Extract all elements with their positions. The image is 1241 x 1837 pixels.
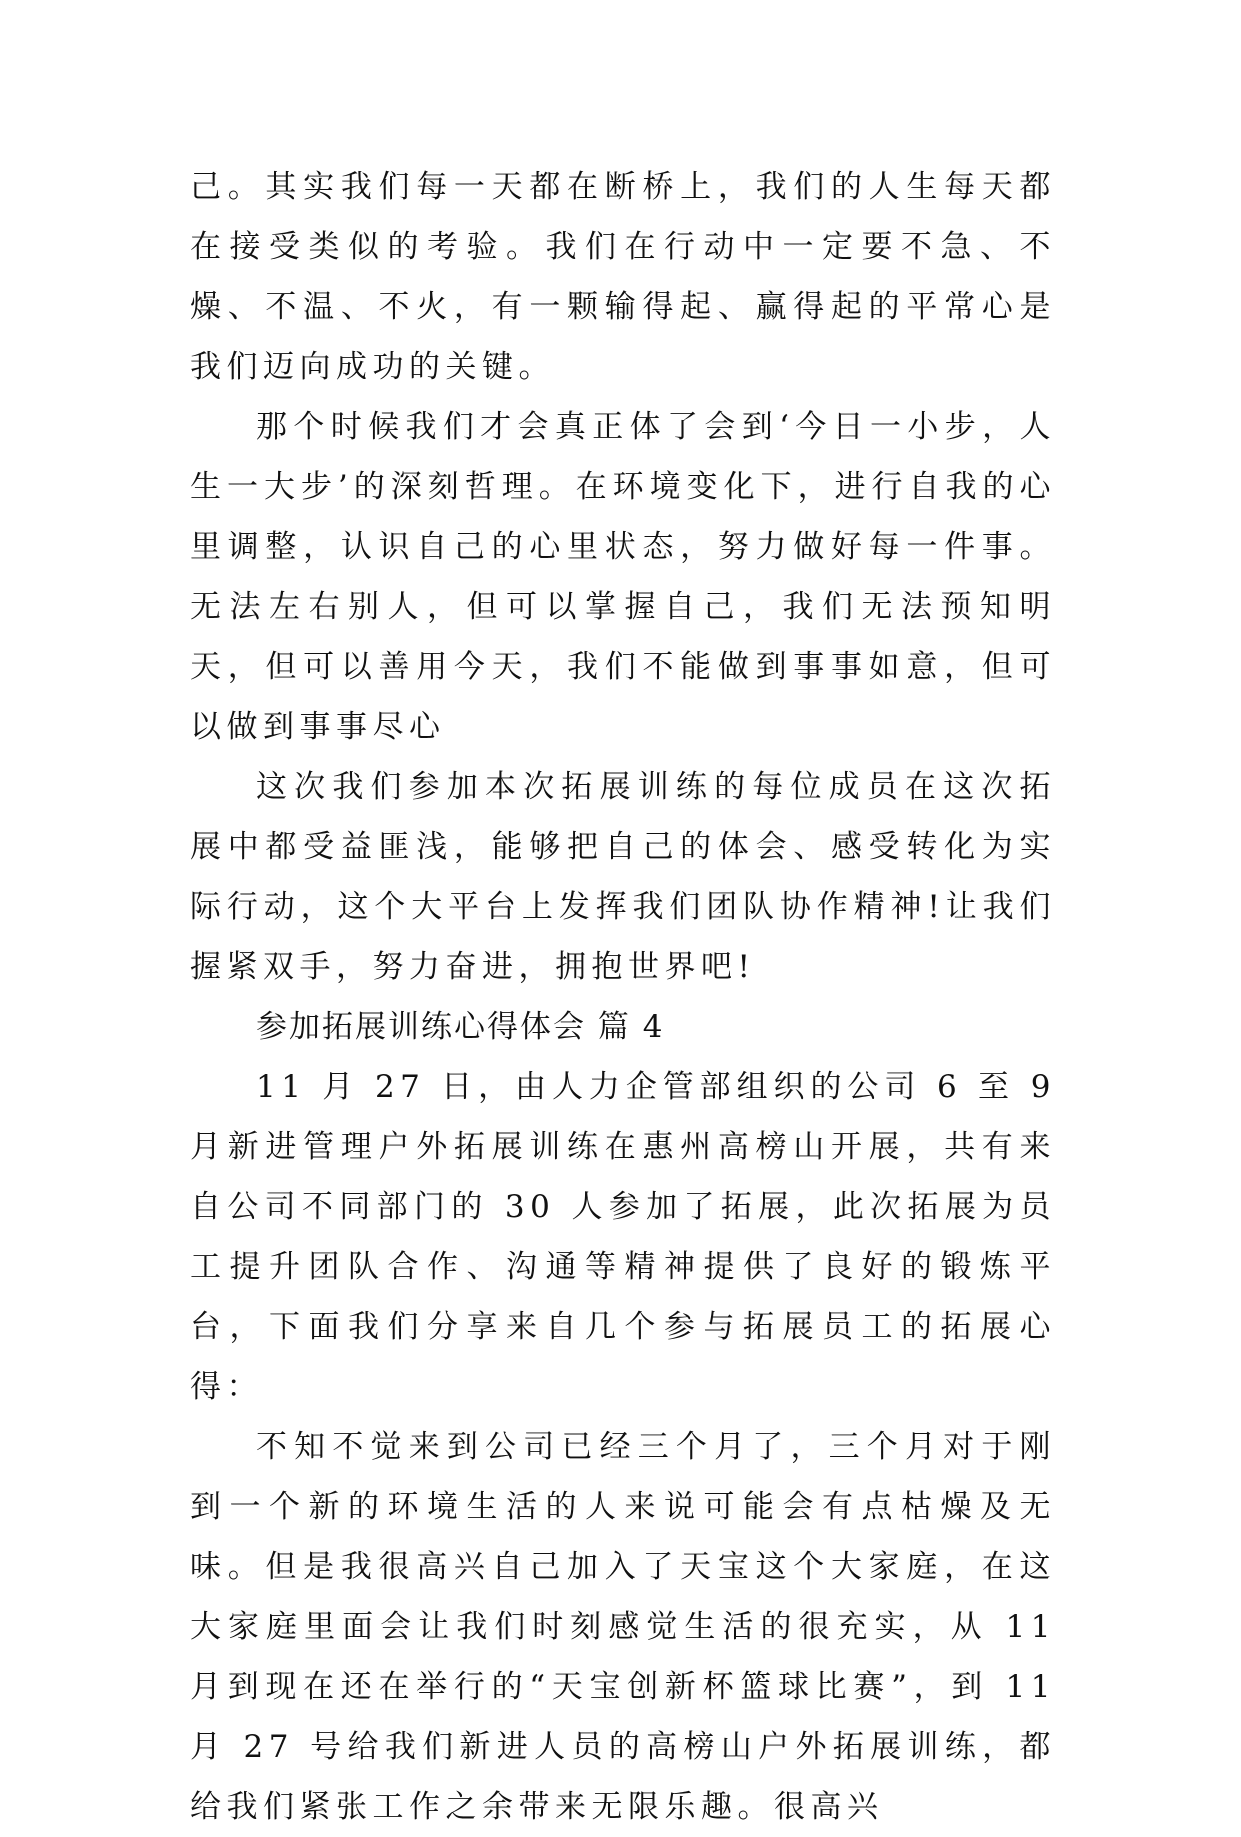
document-body xyxy=(190,157,1056,1837)
paragraph: 这次我们参加本次拓展训练的每位成员在这次拓展中都受益匪浅，能够把自己的体会、感受转化为实际行动，这个大平台上发挥我们团队协作精神!让我们握紧双手，努力奋进，拥抱世界吧! xyxy=(190,769,1056,985)
paragraph-continuation: 己。其实我们每一天都在断桥上，我们的人生每天都在接受类似的考验。我们在行动中一定要不急、不燥、不温、不火，有一颗输得起、赢得起的平常心是我们迈向成功的关键。 xyxy=(190,169,1056,385)
section-heading: 参加拓展训练心得体会 篇 4 xyxy=(256,1009,665,1045)
paragraph: 那个时候我们才会真正体了会到‘今日一小步，人生一大步’的深刻哲理。在环境变化下，进行自我的心里调整，认识自己的心里状态，努力做好每一件事。无法左右别人，但可以掌握自己，我们无法预知明天，但可以善用今天，我们不能做到事事如意，但可以做到事事尽心 xyxy=(190,409,1056,745)
paragraph: 不知不觉来到公司已经三个月了，三个月对于刚到一个新的环境生活的人来说可能会有点枯燥及无味。但是我很高兴自己加入了天宝这个大家庭，在这大家庭里面会让我们时刻感觉生活的很充实，从 11 月到现在还在举行的“天宝创新杯篮球比赛”，到 11 月 27 号给我们新进人员的高榜山户外拓展训练，都给我们紧张工作之余带来无限乐趣。很高兴 xyxy=(190,1429,1056,1825)
paragraph: 11 月 27 日，由人力企管部组织的公司 6 至 9 月新进管理户外拓展训练在惠州高榜山开展，共有来自公司不同部门的 30 人参加了拓展，此次拓展为员工提升团队合作、沟通等精神提供了良好的锻炼平台，下面我们分享来自几个参与拓展员工的拓展心得： xyxy=(190,1069,1056,1405)
